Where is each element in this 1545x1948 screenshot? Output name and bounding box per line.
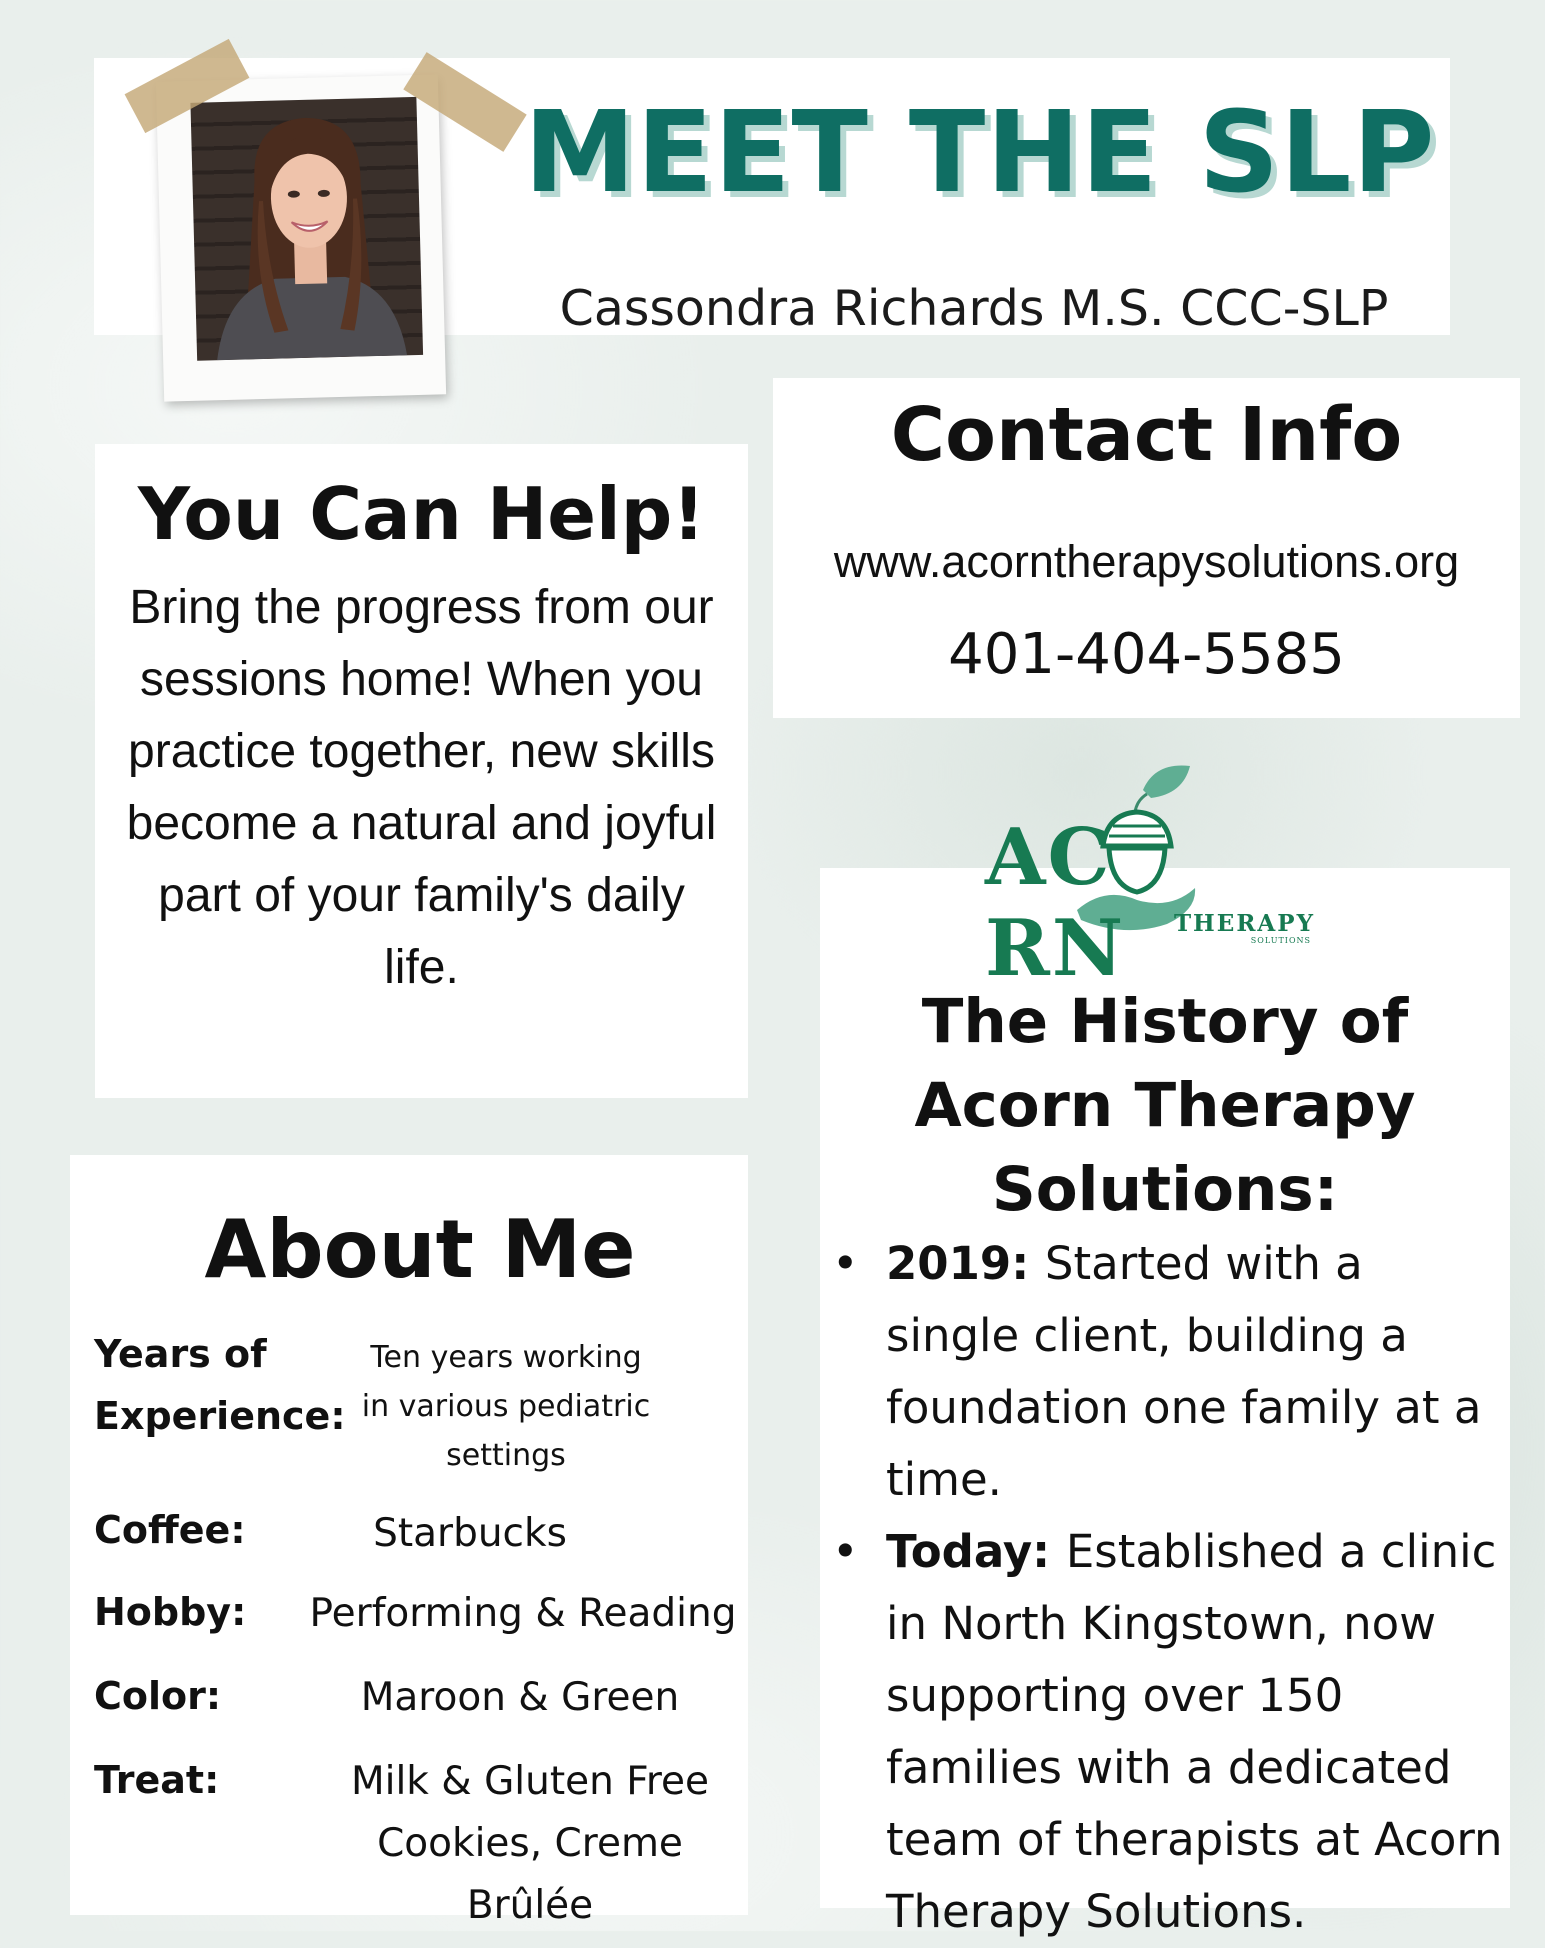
help-heading: You Can Help! <box>137 472 706 556</box>
about-label-experience: Years of Experience: <box>94 1332 346 1438</box>
about-label-coffee: Coffee: <box>94 1508 246 1552</box>
contact-heading: Contact Info <box>890 392 1403 478</box>
history-item-label: Today: <box>886 1525 1066 1578</box>
about-label-color: Color: <box>94 1674 222 1718</box>
logo-solutions-text: SOLUTIONS <box>1250 936 1311 945</box>
history-item-text: Started with a single client, building a foundation one family at a time. <box>886 1237 1482 1506</box>
logo-therapy-text: THERAPY <box>1173 910 1315 937</box>
phone-number[interactable]: 401-404-5585 <box>948 622 1345 687</box>
page-title: MEET THE SLP <box>524 88 1436 218</box>
history-item-text: Established a clinic in North Kingstown, now supporting over 150 families with a dedicated team of therapists at Acorn Therapy Solutions. <box>886 1525 1503 1938</box>
about-value-coffee: Starbucks <box>373 1511 567 1556</box>
history-item-label: 2019: <box>886 1237 1045 1290</box>
website-link[interactable]: www.acorntherapysolutions.org <box>833 536 1460 587</box>
bullet-icon: • <box>832 1525 859 1578</box>
about-value-color: Maroon & Green <box>360 1675 680 1720</box>
help-text: Bring the progress from our sessions home! When you practice together, new skills become a natural and joyful part of your family's daily life. <box>126 581 717 994</box>
portrait-photo <box>190 97 423 361</box>
acorn-therapy-logo <box>985 760 1315 994</box>
about-label-treat: Treat: <box>94 1758 220 1802</box>
history-panel <box>820 868 1510 1938</box>
history-heading: The History of Acorn Therapy Solutions: <box>914 986 1416 1225</box>
about-value-experience: Ten years working in various pediatric settings <box>361 1340 651 1473</box>
polaroid-photo-frame <box>156 74 446 401</box>
about-heading: About Me <box>204 1203 636 1296</box>
contact-panel <box>773 378 1520 718</box>
logo-wordmark: ACRN <box>985 812 1126 994</box>
portrait-illustration <box>190 97 423 361</box>
about-value-treat: Milk & Gluten Free Cookies, Creme Brûlée <box>350 1759 710 1928</box>
history-list <box>832 1228 1508 1948</box>
history-item <box>832 1516 1508 1948</box>
bullet-icon: • <box>832 1237 859 1290</box>
slp-name: Cassondra Richards M.S. CCC-SLP <box>559 280 1389 337</box>
about-me-panel <box>70 1155 748 1928</box>
you-can-help-panel <box>95 444 748 1098</box>
about-value-hobby: Performing & Reading <box>309 1591 737 1636</box>
about-label-hobby: Hobby: <box>94 1590 247 1634</box>
history-item <box>832 1228 1508 1516</box>
